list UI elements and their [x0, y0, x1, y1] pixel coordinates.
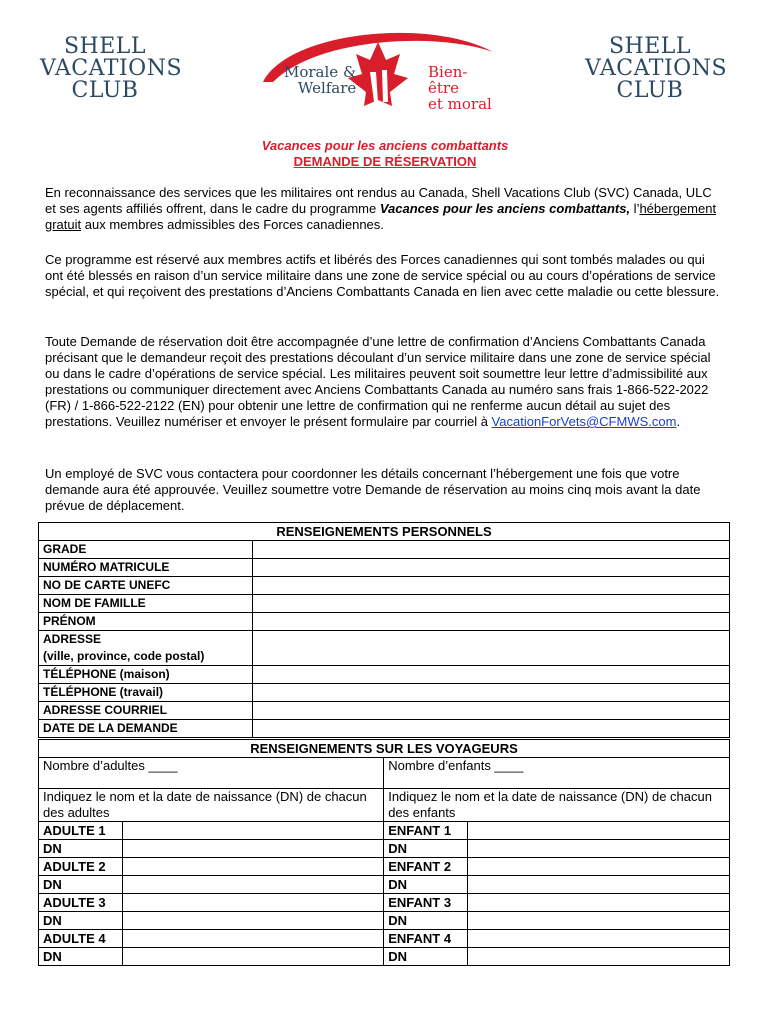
bien-etre-text — [428, 64, 498, 112]
adult-3-name-field[interactable] — [123, 894, 384, 912]
request-date-field[interactable] — [253, 720, 730, 738]
field-label: NUMÉRO MATRICULE — [39, 559, 253, 577]
field-label: GRADE — [39, 541, 253, 559]
field-label: TÉLÉPHONE (maison) — [39, 666, 253, 684]
child-3-dob-field[interactable] — [468, 912, 730, 930]
card-number-field[interactable] — [253, 577, 730, 595]
logo-text: Morale & — [284, 63, 357, 81]
dn-label: DN — [39, 840, 123, 858]
free-lodging-text: hébergement gratuit — [45, 201, 717, 232]
intro-paragraph-4: Un employé de SVC vous contactera pour coordonner les détails concernant l’hébergement une fois que votre demande aura été approuvée. Veuillez soumettre votre Demande de réservation au moins cinq mois avant la date prévue de déplacement. — [45, 466, 701, 513]
document-subtitle: DEMANDE DE RÉSERVATION — [293, 154, 477, 169]
personal-info-header: RENSEIGNEMENTS PERSONNELS — [39, 523, 730, 541]
morale-welfare-logo — [258, 22, 498, 112]
dn-label: DN — [384, 948, 468, 966]
child-4-name-field[interactable] — [468, 930, 730, 948]
child-3-name-field[interactable] — [468, 894, 730, 912]
email-field[interactable] — [253, 702, 730, 720]
adult-label: ADULTE 4 — [39, 930, 123, 948]
dn-label: DN — [384, 840, 468, 858]
child-label: ENFANT 3 — [384, 894, 468, 912]
text: Toute Demande de réservation doit être accompagnée d’une lettre de confirmation d’Anciens Combattants Canada précisant que le demandeur reçoit des prestations découlant d’un service militaire dans une zone de service spécial ou dans le cadre d’opérations de service spécial. Les militaires peuvent soit soumettre leur lettre d’admissibilité aux prestations ou communiquer directement avec Anciens Combattants Canada au numéro sans frais 1-866-522-2022 (FR) / 1-866-522-2122 (EN) pour obtenir une lettre de confirmation qui ne renferme aucun détail au sujet des prestations. Veuillez numériser et envoyer le présent formulaire par courriel à — [45, 334, 711, 429]
shell-vacations-logo-left — [40, 34, 183, 103]
travelers-table — [38, 739, 730, 966]
field-label: NO DE CARTE UNEFC — [39, 577, 253, 595]
logo-text: SHELL — [608, 34, 692, 59]
adult-1-dob-field[interactable] — [123, 840, 384, 858]
dn-label: DN — [384, 912, 468, 930]
intro-paragraph-2: Ce programme est réservé aux membres actifs et libérés des Forces canadiennes qui sont tombés malades ou qui ont été blessés en raison d’un service militaire dans une zone de service spécial ou au cours d’opérations de service spécial, et qui reçoivent des prestations d’Anciens Combattants Canada en lien avec cette maladie ou cette blessure. — [45, 252, 720, 299]
home-phone-field[interactable] — [253, 666, 730, 684]
last-name-field[interactable] — [253, 595, 730, 613]
adult-1-name-field[interactable] — [123, 822, 384, 840]
logo-text: VACATIONS — [40, 56, 183, 81]
adult-label: ADULTE 1 — [39, 822, 123, 840]
intro-paragraph-3 — [45, 334, 725, 430]
morale-welfare-text — [284, 64, 356, 96]
dn-label: DN — [39, 912, 123, 930]
adults-count-field[interactable]: Nombre d’adultes ____ — [39, 758, 384, 789]
service-number-field[interactable] — [253, 559, 730, 577]
child-label: ENFANT 1 — [384, 822, 468, 840]
dn-label: DN — [39, 876, 123, 894]
logo-text: SHELL — [63, 34, 147, 59]
program-name: Vacances pour les anciens combattants, — [379, 201, 631, 216]
address-label — [39, 631, 253, 666]
text: aux membres admissibles des Forces canadiennes. — [81, 217, 384, 232]
dn-label: DN — [384, 876, 468, 894]
child-2-name-field[interactable] — [468, 858, 730, 876]
grade-field[interactable] — [253, 541, 730, 559]
travelers-header: RENSEIGNEMENTS SUR LES VOYAGEURS — [39, 740, 730, 758]
email-link[interactable]: VacationForVets@CFMWS.com — [491, 414, 677, 429]
field-label: PRÉNOM — [39, 613, 253, 631]
child-label: ENFANT 2 — [384, 858, 468, 876]
first-name-field[interactable] — [253, 613, 730, 631]
field-label: TÉLÉPHONE (travail) — [39, 684, 253, 702]
field-label: NOM DE FAMILLE — [39, 595, 253, 613]
adult-label: ADULTE 2 — [39, 858, 123, 876]
children-instructions: Indiquez le nom et la date de naissance (DN) de chacun des enfants — [384, 789, 730, 822]
child-2-dob-field[interactable] — [468, 876, 730, 894]
adult-4-name-field[interactable] — [123, 930, 384, 948]
children-count-field[interactable]: Nombre d’enfants ____ — [384, 758, 730, 789]
field-label: ADRESSE — [43, 632, 102, 646]
personal-info-table — [38, 522, 730, 738]
shell-vacations-logo-right — [585, 34, 728, 103]
child-1-dob-field[interactable] — [468, 840, 730, 858]
work-phone-field[interactable] — [253, 684, 730, 702]
text: . — [676, 414, 681, 429]
child-1-name-field[interactable] — [468, 822, 730, 840]
child-4-dob-field[interactable] — [468, 948, 730, 966]
logo-text: Welfare — [297, 79, 357, 97]
field-sublabel: (ville, province, code postal) — [43, 649, 205, 663]
adult-label: ADULTE 3 — [39, 894, 123, 912]
address-field[interactable] — [253, 631, 730, 666]
logo-text: CLUB — [71, 78, 139, 103]
document-title: Vacances pour les anciens combattants — [261, 138, 509, 153]
adult-2-dob-field[interactable] — [123, 876, 384, 894]
field-label: DATE DE LA DEMANDE — [39, 720, 253, 738]
logo-text: et moral — [428, 95, 492, 113]
adult-3-dob-field[interactable] — [123, 912, 384, 930]
adult-2-name-field[interactable] — [123, 858, 384, 876]
intro-paragraph-1 — [45, 185, 725, 233]
logo-text: VACATIONS — [585, 56, 728, 81]
logo-text: Bien-être — [428, 63, 468, 97]
text: l’ — [630, 201, 640, 216]
adults-instructions: Indiquez le nom et la date de naissance (DN) de chacun des adultes — [39, 789, 384, 822]
text: En reconnaissance des services que les militaires ont rendus au Canada, Shell Vacations Club (SVC) Canada, ULC et ses agents affiliés offrent, dans le cadre du programme — [45, 185, 712, 216]
field-label: ADRESSE COURRIEL — [39, 702, 253, 720]
adult-4-dob-field[interactable] — [123, 948, 384, 966]
child-label: ENFANT 4 — [384, 930, 468, 948]
dn-label: DN — [39, 948, 123, 966]
logo-text: CLUB — [616, 78, 684, 103]
